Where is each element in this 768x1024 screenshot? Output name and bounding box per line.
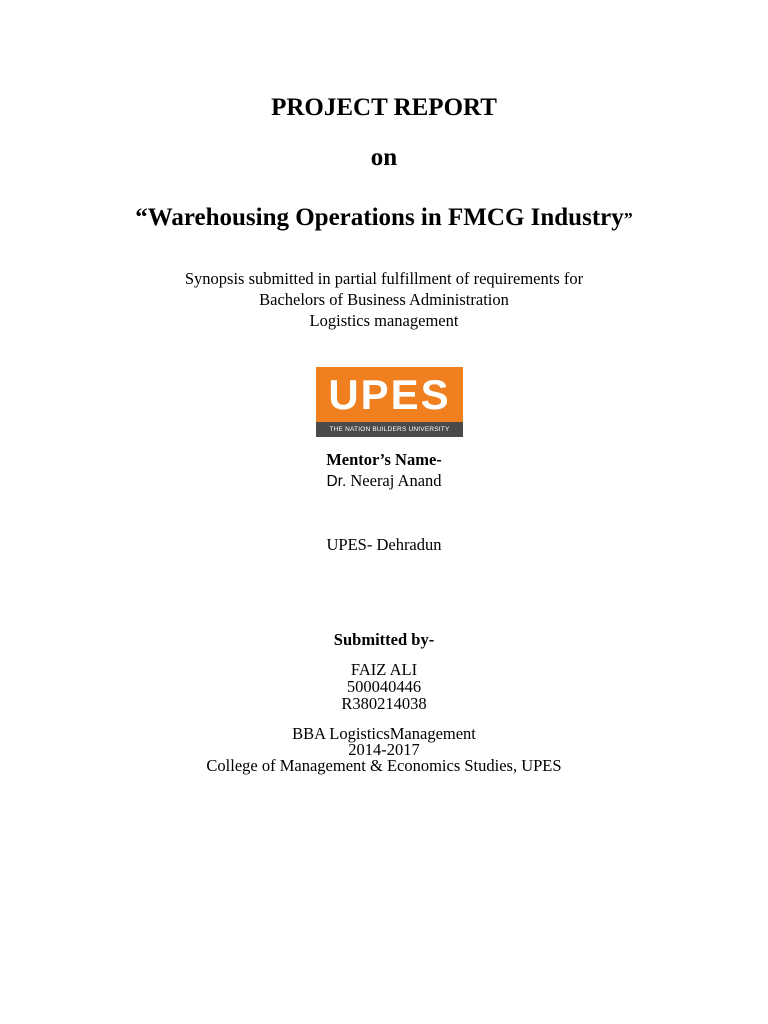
logo-orange-block: [316, 367, 463, 422]
synopsis-line-3: Logistics management: [309, 311, 459, 330]
roll-number: R380214038: [341, 694, 427, 713]
logo-tagline-band: [316, 422, 463, 437]
synopsis-line-1: Synopsis submitted in partial fulfillment of requirements for: [184, 269, 584, 288]
batch: 2014-2017: [348, 740, 420, 759]
submitted-by-label: Submitted by-: [333, 630, 435, 649]
location: UPES- Dehradun: [326, 535, 442, 554]
logo-wordmark: UPES: [328, 370, 451, 418]
report-heading: PROJECT REPORT: [271, 94, 497, 121]
program: BBA LogisticsManagement: [292, 724, 476, 743]
mentor-name-prefix: Dr.: [326, 473, 347, 490]
mentor-name-text: Neeraj Anand: [346, 471, 442, 490]
title-text: Warehousing Operations in FMCG Industry: [147, 204, 624, 231]
logo-tagline: THE NATION BUILDERS UNIVERSITY: [329, 426, 450, 433]
upes-logo: [316, 367, 463, 437]
mentor-name: [0, 471, 768, 491]
report-title: [0, 204, 768, 232]
title-close-quote: ”: [623, 209, 633, 229]
synopsis-line-2: Bachelors of Business Administration: [259, 290, 509, 309]
sap-id: 500040446: [346, 677, 422, 696]
mentor-label: Mentor’s Name-: [326, 450, 442, 469]
title-open-quote: “: [135, 204, 148, 231]
college: College of Management & Economics Studies, UPES: [206, 756, 562, 775]
report-on: on: [370, 144, 398, 171]
student-name: FAIZ ALI: [350, 660, 418, 679]
